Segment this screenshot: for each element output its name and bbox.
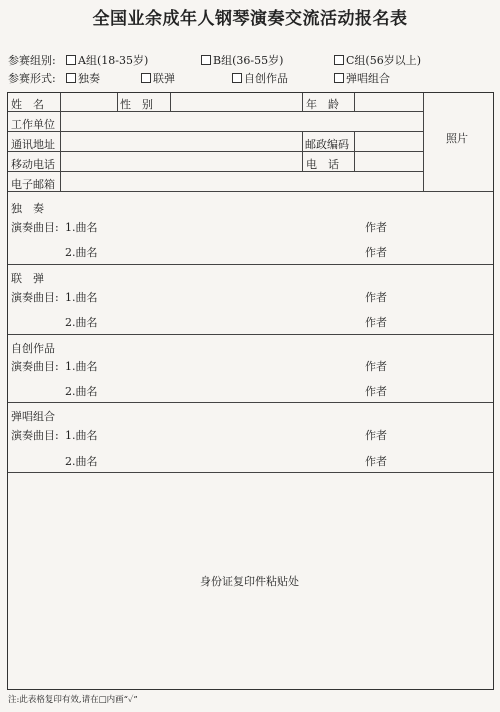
divider xyxy=(8,191,493,192)
section-title-original: 自创作品 xyxy=(11,342,55,355)
form-type-option-duet[interactable]: 联弹 xyxy=(141,70,175,86)
form-type-label: 参赛形式: xyxy=(8,72,56,85)
author-label: 作者 xyxy=(365,385,387,398)
photo-label: 照片 xyxy=(446,132,468,145)
tracks-label: 演奏曲目: xyxy=(11,221,59,234)
form-type-option-singing[interactable]: 弹唱组合 xyxy=(334,70,390,86)
piece-1-label: 1.曲名 xyxy=(65,221,98,234)
work-unit-label: 工作单位 xyxy=(11,118,55,131)
group-option-b[interactable]: B组(36-55岁) xyxy=(201,52,283,68)
section-title-duet: 联 弹 xyxy=(11,272,44,285)
piece-2-label: 2.曲名 xyxy=(65,385,98,398)
divider xyxy=(302,131,303,171)
checkbox-icon[interactable] xyxy=(66,73,76,83)
group-option-a[interactable]: A组(18-35岁) xyxy=(66,52,148,68)
checkbox-icon[interactable] xyxy=(201,55,211,65)
divider xyxy=(8,111,423,112)
divider xyxy=(354,93,355,111)
piece-2-label: 2.曲名 xyxy=(65,455,98,468)
piece-1-label: 1.曲名 xyxy=(65,291,98,304)
piece-1-label: 1.曲名 xyxy=(65,429,98,442)
checkbox-icon[interactable] xyxy=(334,73,344,83)
group-label: 参赛组别: xyxy=(8,54,56,67)
piece-2-label: 2.曲名 xyxy=(65,246,98,259)
tracks-label: 演奏曲目: xyxy=(11,429,59,442)
checkbox-icon[interactable] xyxy=(141,73,151,83)
piece-1-label: 1.曲名 xyxy=(65,360,98,373)
form-type-option-original[interactable]: 自创作品 xyxy=(232,70,288,86)
divider xyxy=(8,402,493,403)
form-type-row xyxy=(8,70,56,86)
divider xyxy=(170,93,171,111)
author-label: 作者 xyxy=(365,246,387,259)
divider xyxy=(60,93,61,191)
piece-2-label: 2.曲名 xyxy=(65,316,98,329)
divider xyxy=(8,264,493,265)
divider xyxy=(423,93,424,191)
age-label: 年 龄 xyxy=(306,98,339,111)
gender-label: 性 别 xyxy=(120,98,153,111)
footnote: 注:此表格复印有效,请在□内画“✓” xyxy=(8,695,138,705)
author-label: 作者 xyxy=(365,221,387,234)
section-title-singing: 弹唱组合 xyxy=(11,410,55,423)
postcode-label: 邮政编码 xyxy=(305,138,349,151)
divider xyxy=(354,131,355,171)
author-label: 作者 xyxy=(365,429,387,442)
tracks-label: 演奏曲目: xyxy=(11,360,59,373)
divider xyxy=(117,93,118,111)
section-title-solo: 独 奏 xyxy=(11,202,44,215)
id-copy-area-label: 身份证复印件粘贴处 xyxy=(200,575,299,588)
checkbox-icon[interactable] xyxy=(232,73,242,83)
tracks-label: 演奏曲目: xyxy=(11,291,59,304)
mobile-label: 移动电话 xyxy=(11,158,55,171)
divider xyxy=(8,171,423,172)
address-label: 通讯地址 xyxy=(11,138,55,151)
divider xyxy=(8,131,423,132)
phone-label: 电 话 xyxy=(306,158,339,171)
author-label: 作者 xyxy=(365,360,387,373)
divider xyxy=(8,151,423,152)
form-title: 全国业余成年人钢琴演奏交流活动报名表 xyxy=(92,9,408,29)
group-row xyxy=(8,52,56,68)
divider xyxy=(302,93,303,111)
group-option-c[interactable]: C组(56岁以上) xyxy=(334,52,421,68)
author-label: 作者 xyxy=(365,455,387,468)
checkbox-icon[interactable] xyxy=(66,55,76,65)
checkbox-icon[interactable] xyxy=(334,55,344,65)
email-label: 电子邮箱 xyxy=(11,178,55,191)
form-type-option-solo[interactable]: 独奏 xyxy=(66,70,100,86)
name-label: 姓 名 xyxy=(11,98,44,111)
author-label: 作者 xyxy=(365,291,387,304)
divider xyxy=(8,334,493,335)
registration-form xyxy=(7,92,494,690)
author-label: 作者 xyxy=(365,316,387,329)
divider xyxy=(8,472,493,473)
